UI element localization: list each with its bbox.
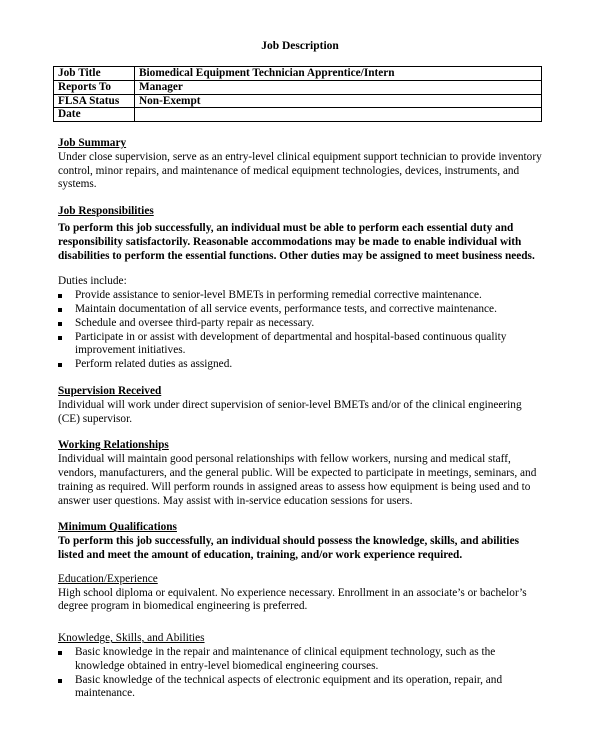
duty-text: Provide assistance to senior-level BMETs in performing remedial corrective maintenance. xyxy=(75,289,482,302)
job-summary-heading: Job Summary xyxy=(58,137,127,149)
ksa-heading: Knowledge, Skills, and Abilities xyxy=(58,632,205,645)
list-item xyxy=(58,358,546,372)
list-item xyxy=(58,331,546,359)
info-label: Reports To xyxy=(54,80,135,94)
duty-text: Schedule and oversee third-party repair as necessary. xyxy=(75,316,315,329)
responsibilities-intro: To perform this job successfully, an individual must be able to perform each essential duty and responsibility satisfactorily. Reasonable accommodations may be made to enable individual with disabilities to perform the essential functions. Other duties may be assigned to meet business needs. xyxy=(58,221,535,262)
qualifications-intro: To perform this job successfully, an individual should possess the knowledge, skills, and abilities listed and meet the amount of education, training, and/or work experience required. xyxy=(58,535,519,561)
duty-text: Perform related duties as assigned. xyxy=(75,358,233,371)
ksa-text: Basic knowledge in the repair and maintenance of clinical equipment technology, such as the knowledge obtained in entry-level biomedical engineering courses. xyxy=(75,645,496,672)
info-value: Non-Exempt xyxy=(135,94,542,108)
info-value xyxy=(135,108,542,122)
info-row-job-title xyxy=(54,67,542,81)
duties-label: Duties include: xyxy=(58,275,127,288)
supervision-received-heading: Supervision Received xyxy=(58,384,162,397)
bullet-icon xyxy=(58,294,62,298)
minimum-qualifications-heading: Minimum Qualifications xyxy=(58,521,177,534)
duties-list xyxy=(58,289,546,372)
education-experience-text: High school diploma or equivalent. No experience necessary. Enrollment in an associate’s or bachelor’s degree program in biomedical engineering is preferred. xyxy=(58,586,527,613)
document-title: Job Description xyxy=(261,40,339,52)
bullet-icon xyxy=(58,336,62,340)
bullet-icon xyxy=(58,679,62,683)
education-experience-heading: Education/Experience xyxy=(58,572,158,585)
bullet-icon xyxy=(58,363,62,367)
info-row-flsa-status xyxy=(54,94,542,108)
info-row-date xyxy=(54,108,542,122)
job-summary-text: Under close supervision, serve as an entry-level clinical equipment support technician to provide inventory control, minor repairs, and maintenance of medical equipment technologies, devices, instruments, and systems. xyxy=(58,150,542,191)
info-label: Date xyxy=(54,108,135,122)
info-row-reports-to xyxy=(54,80,542,94)
document-body xyxy=(58,137,546,701)
list-item xyxy=(58,674,546,702)
list-item xyxy=(58,303,546,317)
duty-text: Maintain documentation of all service events, performance tests, and corrective maintenance. xyxy=(75,302,497,315)
ksa-text: Basic knowledge of the technical aspects of electronic equipment and its operation, repair, and maintenance. xyxy=(75,673,503,700)
ksa-list xyxy=(58,646,546,701)
job-info-table xyxy=(53,66,542,122)
info-label: Job Title xyxy=(54,67,135,81)
bullet-icon xyxy=(58,322,62,326)
info-value: Manager xyxy=(135,80,542,94)
list-item xyxy=(58,289,546,303)
list-item xyxy=(58,646,546,674)
list-item xyxy=(58,317,546,331)
info-value: Biomedical Equipment Technician Apprentice/Intern xyxy=(135,67,542,81)
working-relationships-heading: Working Relationships xyxy=(58,439,169,452)
supervision-received-text: Individual will work under direct supervision of senior-level BMETs and/or of the clinical engineering (CE) supervisor. xyxy=(58,398,522,425)
info-label: FLSA Status xyxy=(54,94,135,108)
bullet-icon xyxy=(58,308,62,312)
duty-text: Participate in or assist with development of departmental and hospital-based continuous quality improvement initiatives. xyxy=(75,330,507,357)
working-relationships-text: Individual will maintain good personal relationships with fellow workers, nursing and medical staff, vendors, manufacturers, and the general public. Will be expected to participate in meetings, seminars, and training as required. Will perform rounds in assigned areas to assess how equipment is being used and to answer user questions. May assist with in-service education sessions for users. xyxy=(58,453,537,507)
job-responsibilities-heading: Job Responsibilities xyxy=(58,205,154,218)
bullet-icon xyxy=(58,651,62,655)
